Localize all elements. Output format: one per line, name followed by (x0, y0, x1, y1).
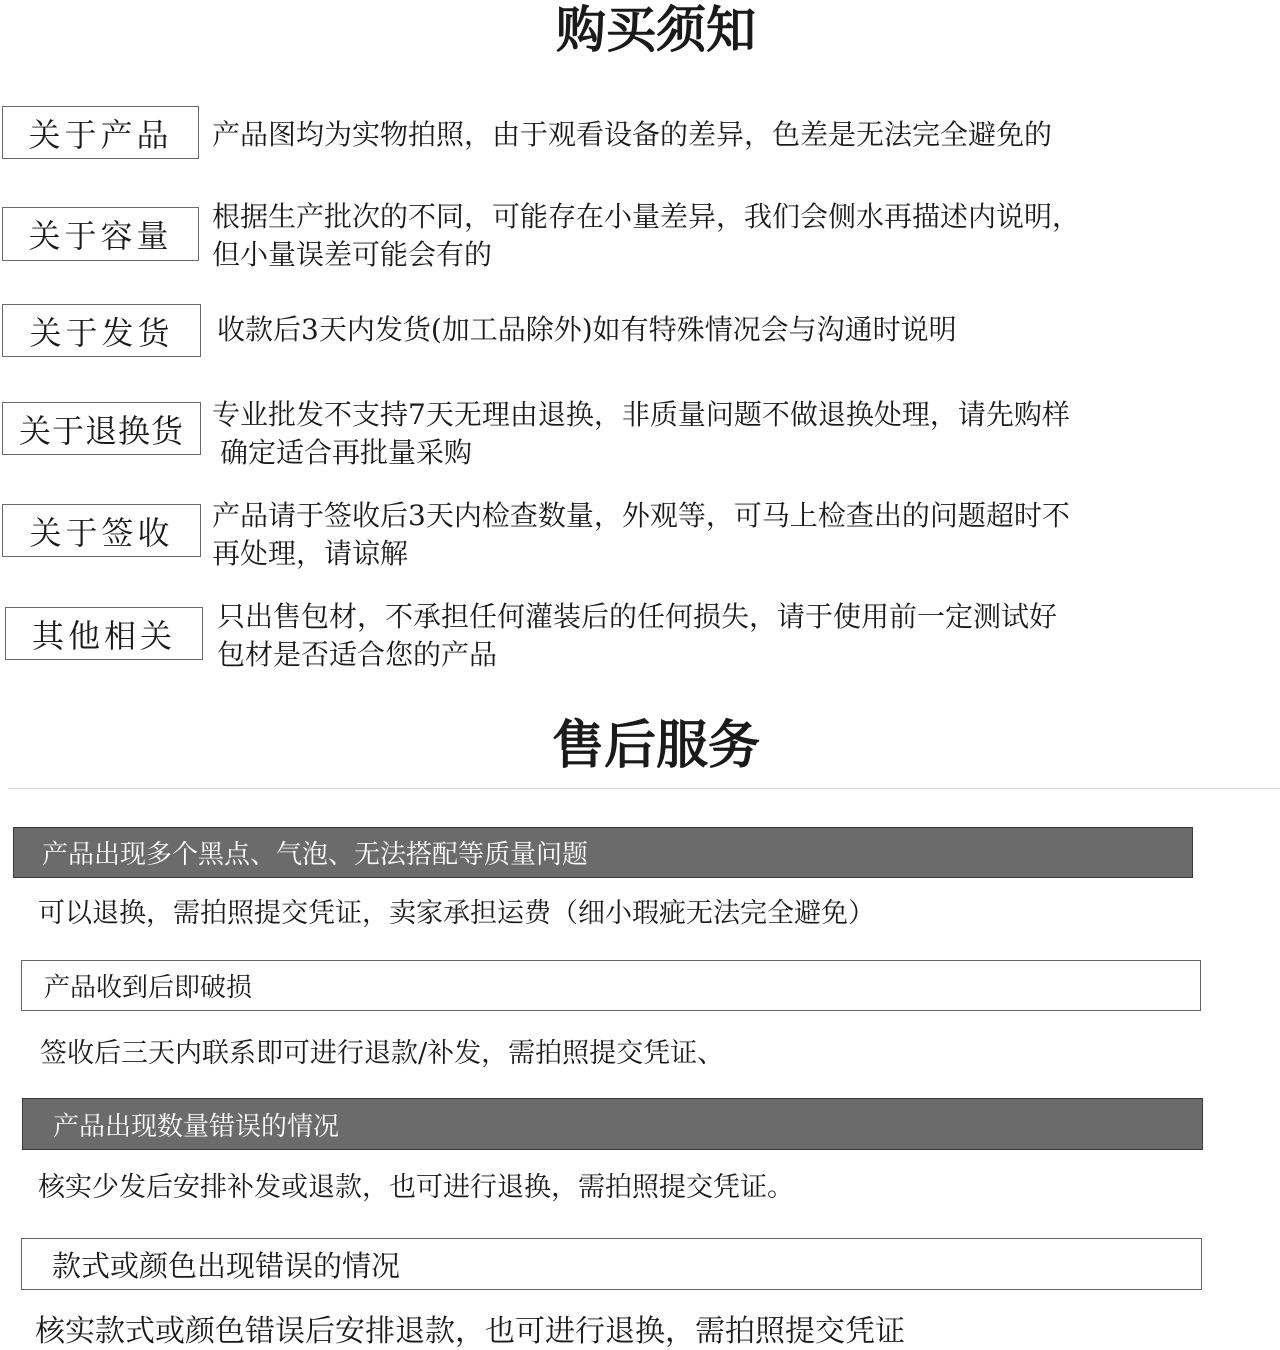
after-sales-title: 售后服务 (551, 716, 760, 776)
label-about-product: 关于产品 (2, 106, 199, 159)
purchase-notice-title: 购买须知 (556, 1, 756, 59)
after-sales-answer-quantity: 核实少发后安排补发或退款，也可进行退换，需拍照提交凭证。 (38, 1172, 794, 1203)
desc-line: 收款后3天内发货(加工品除外)如有特殊情况会与沟通时说明 (217, 313, 957, 346)
desc-line: 再处理，请谅解 (212, 537, 409, 570)
desc-line: 专业批发不支持7天无理由退换，非质量问题不做退换处理，请先购样 (212, 398, 1070, 431)
label-about-returns: 关于退换货 (2, 402, 201, 455)
desc-line: 产品请于签收后3天内检查数量，外观等，可马上检查出的问题超时不 (212, 499, 1070, 532)
after-sales-heading-quality: 产品出现多个黑点、气泡、无法搭配等质量问题 (13, 827, 1193, 878)
desc-about-signing (212, 497, 1070, 573)
after-sales-answer-style-color: 核实款式或颜色错误后安排退款，也可进行退换，需拍照提交凭证 (35, 1314, 905, 1349)
section-divider (8, 788, 1280, 789)
after-sales-heading-style-color: 款式或颜色出现错误的情况 (21, 1238, 1202, 1290)
desc-about-product (212, 116, 1052, 154)
after-sales-answer-damaged: 签收后三天内联系即可进行退款/补发，需拍照提交凭证、 (40, 1038, 725, 1069)
label-about-capacity: 关于容量 (2, 207, 199, 261)
after-sales-answer-quality: 可以退换，需拍照提交凭证，卖家承担运费（细小瑕疵无法完全避免） (38, 898, 875, 929)
desc-other (217, 598, 1057, 674)
after-sales-heading-damaged: 产品收到后即破损 (21, 960, 1201, 1011)
desc-about-returns (212, 396, 1070, 472)
desc-about-capacity (212, 198, 1080, 274)
label-other: 其他相关 (5, 607, 203, 660)
after-sales-heading-quantity: 产品出现数量错误的情况 (22, 1098, 1203, 1150)
desc-about-shipping (217, 311, 957, 349)
desc-line: 确定适合再批量采购 (220, 436, 473, 469)
desc-line: 但小量误差可能会有的 (212, 238, 493, 271)
desc-line: 产品图均为实物拍照，由于观看设备的差异，色差是无法完全避免的 (212, 118, 1053, 151)
label-about-shipping: 关于发货 (2, 304, 201, 357)
desc-line: 包材是否适合您的产品 (217, 638, 498, 671)
desc-line: 根据生产批次的不同，可能存在小量差异，我们会侧水再描述内说明， (212, 200, 1081, 233)
label-about-signing: 关于签收 (2, 504, 201, 557)
desc-line: 只出售包材，不承担任何灌装后的任何损失，请于使用前一定测试好 (217, 600, 1058, 633)
